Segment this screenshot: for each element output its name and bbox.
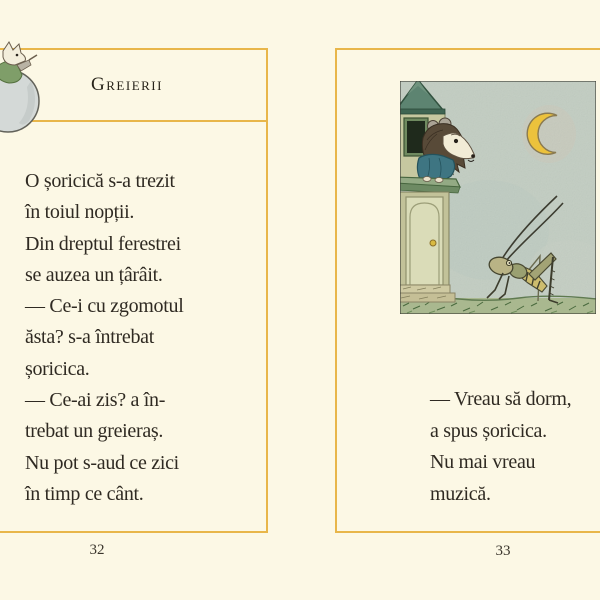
text-line: muzică.	[430, 482, 491, 505]
right-page-text	[430, 384, 600, 510]
door-knob	[430, 240, 436, 246]
text-line: șoricica.	[25, 357, 90, 380]
text-line: — Ce-ai zis? a în-	[25, 389, 166, 412]
text-line: se auzea un țârâit.	[25, 263, 163, 286]
text-line: O șoricică s-a trezit	[25, 170, 175, 192]
mouse-on-pot-illustration	[0, 31, 57, 133]
page-number-left: 32	[89, 542, 105, 558]
text-line: ăsta? s-a întrebat	[25, 326, 154, 349]
text-line: — Vreau să dorm,	[430, 388, 572, 410]
mouse-jacket	[417, 154, 454, 181]
text-line: Din dreptul ferestrei	[25, 232, 181, 255]
text-line: în timp ce cânt.	[25, 482, 144, 505]
mini-mouse-icon	[0, 42, 37, 83]
text-line: în toiul nopții.	[25, 201, 135, 224]
mouse-eye	[454, 139, 458, 143]
door-section	[399, 192, 455, 302]
text-line: trebat un greieraș.	[25, 420, 164, 443]
text-line: Nu pot s-aud ce zici	[25, 451, 179, 474]
night-scene-illustration	[399, 80, 597, 315]
text-line: — Ce-i cu zgomotul	[25, 295, 184, 318]
chapter-title: Greierii	[91, 74, 163, 95]
mouse-nose	[471, 154, 475, 158]
page-number-right: 33	[495, 543, 511, 559]
balcony-ledge	[399, 177, 460, 194]
text-line: Nu mai vreau	[430, 451, 536, 473]
left-page-text	[25, 166, 260, 510]
text-line: a spus șoricica.	[430, 419, 547, 442]
